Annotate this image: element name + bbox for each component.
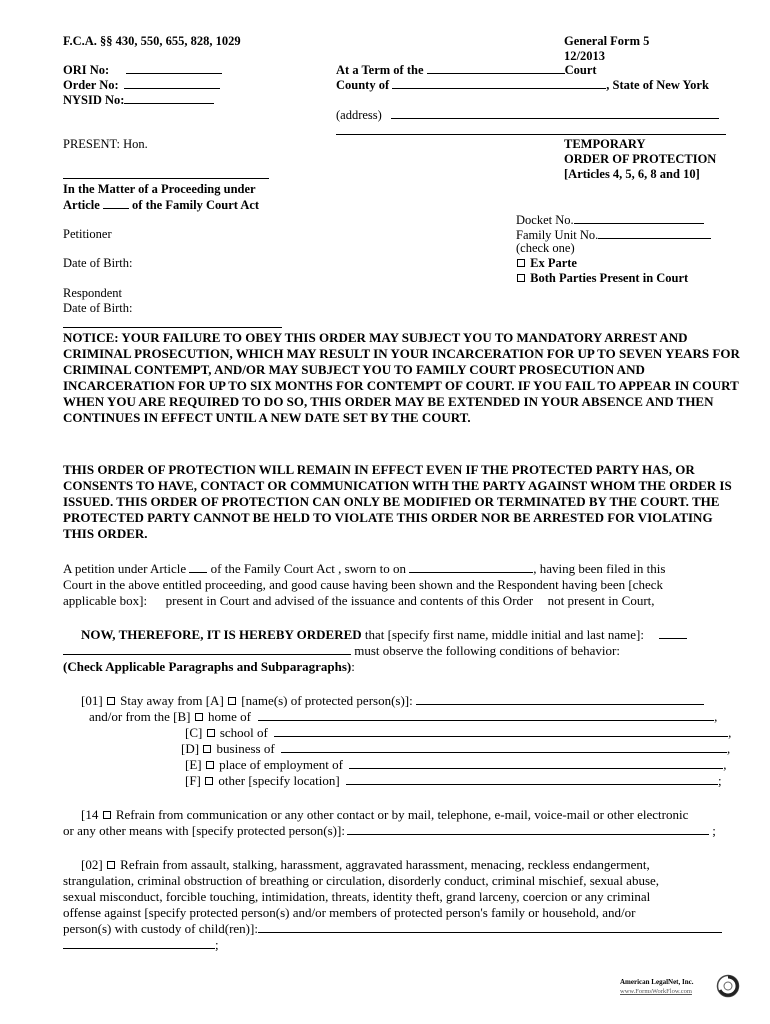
para-14-line-a: [14 Refrain from communication or any other contact or by mail, telephone, e-mail, voice-mail or other electronic xyxy=(81,807,689,822)
logo-icon xyxy=(716,974,740,998)
respondent-label: Respondent xyxy=(63,286,123,300)
petition-line-2: Court in the above entitled proceeding, and good cause having been shown and the Respondent having been [check xyxy=(63,577,663,592)
para-01-line-d: [D] business of , xyxy=(181,741,731,756)
petitioner-dob-label: Date of Birth: xyxy=(63,256,133,270)
other-location-checkbox[interactable] xyxy=(205,777,213,785)
check-paragraphs-heading: (Check Applicable Paragraphs and Subparagraphs): xyxy=(63,659,355,674)
para-01-checkbox[interactable] xyxy=(107,697,115,705)
ex-parte-option[interactable]: Ex Parte xyxy=(516,256,577,271)
both-parties-option[interactable]: Both Parties Present in Court xyxy=(516,271,688,286)
order-field[interactable] xyxy=(124,77,220,89)
title-temporary: TEMPORARY xyxy=(564,137,646,151)
publisher-name: American LegalNet, Inc. xyxy=(620,978,694,986)
para-02-line-1: [02] Refrain from assault, stalking, harassment, aggravated harassment, menacing, reckless endangerment, xyxy=(81,857,650,872)
respondent-name-field-start[interactable] xyxy=(659,627,687,639)
para-01a-checkbox[interactable] xyxy=(228,697,236,705)
check-one-label: (check one) xyxy=(516,241,575,255)
publisher-url: www.FormsWorkFlow.com xyxy=(620,988,692,995)
petitioner-label: Petitioner xyxy=(63,227,112,241)
para-14-line-b: or any other means with [specify protected person(s)]: ; xyxy=(63,823,716,838)
form-date: 12/2013 xyxy=(564,49,605,63)
respondent-dob-label: Date of Birth: xyxy=(63,301,133,315)
employment-checkbox[interactable] xyxy=(206,761,214,769)
petition-article-field[interactable] xyxy=(189,561,207,573)
home-field[interactable] xyxy=(258,709,714,721)
present-label: PRESENT: Hon. xyxy=(63,137,148,151)
matter-line-2: Article of the Family Court Act xyxy=(63,198,260,212)
statute-reference: F.C.A. §§ 430, 550, 655, 828, 1029 xyxy=(63,34,241,48)
petition-line-1: A petition under Article of the Family Court Act , sworn to on , having been filed in this xyxy=(63,561,666,576)
para-01-line-f: [F] other [specify location] ; xyxy=(185,773,722,788)
duration-notice-paragraph: THIS ORDER OF PROTECTION WILL REMAIN IN EFFECT EVEN IF THE PROTECTED PARTY HAS, OR CONSENTS TO HAVE, CONTACT OR COMMUNICATION WITH THE PARTY AGAINST WHOM THE ORDER IS ISSUED. THIS ORDER OF PROTECTION CAN ONLY BE MODIFIED OR TERMINATED BY THE COURT. THE PROTECTED PARTY CANNOT BE HELD TO VIOLATE THIS ORDER NOR BE ARRESTED FOR VIOLATING THIS ORDER. xyxy=(63,462,732,541)
business-field[interactable] xyxy=(281,741,727,753)
para-01-line-e: [E] place of employment of , xyxy=(185,757,727,772)
ori-field[interactable] xyxy=(126,62,222,74)
nysid-field[interactable] xyxy=(124,92,214,104)
caption-bottom-line xyxy=(63,327,282,328)
family-unit-field[interactable] xyxy=(598,227,711,239)
protected-persons-field[interactable] xyxy=(416,693,704,705)
petition-line-3: applicable box]: present in Court and advised of the issuance and contents of this Order not present in Court, xyxy=(63,593,655,608)
county-line: County of , State of New York xyxy=(336,78,709,92)
school-checkbox[interactable] xyxy=(207,729,215,737)
matter-line-1: In the Matter of a Proceeding under xyxy=(63,182,256,196)
para-02-line-5: person(s) with custody of child(ren)]: xyxy=(63,921,722,937)
address-line-2[interactable] xyxy=(336,134,726,135)
title-order: ORDER OF PROTECTION xyxy=(564,152,717,166)
family-unit-label: Family Unit No. xyxy=(516,227,711,243)
docket-field[interactable] xyxy=(574,212,704,224)
para-02-line-2: strangulation, criminal obstruction of breathing or circulation, disorderly conduct, criminal mischief, sexual abuse, xyxy=(63,873,660,888)
ordered-line-1: NOW, THEREFORE, IT IS HEREBY ORDERED that [specify first name, middle initial and last name]: xyxy=(81,627,687,643)
respondent-name-field[interactable] xyxy=(63,643,351,655)
para-14-checkbox[interactable] xyxy=(103,811,111,819)
offense-persons-field-2[interactable] xyxy=(63,937,215,949)
para-02-checkbox[interactable] xyxy=(107,861,115,869)
title-articles: [Articles 4, 5, 6, 8 and 10] xyxy=(564,167,700,181)
para-02-line-6: ; xyxy=(63,937,219,953)
offense-persons-field[interactable] xyxy=(258,921,722,933)
employment-field[interactable] xyxy=(349,757,723,769)
para-01-line-a: [01] Stay away from [A] [name(s) of protected person(s)]: xyxy=(81,693,704,709)
ori-label: ORI No: xyxy=(63,62,222,78)
term-line: At a Term of the Court xyxy=(336,63,597,77)
address-line: (address) xyxy=(336,107,719,123)
para-01-line-b: and/or from the [B] home of , xyxy=(89,709,718,724)
para-02-line-4: offense against [specify protected person(s) and/or members of protected person's family or household, and/or xyxy=(63,905,636,920)
notice-paragraph: NOTICE: YOUR FAILURE TO OBEY THIS ORDER MAY SUBJECT YOU TO MANDATORY ARREST AND CRIMINAL PROSECUTION, WHICH MAY RESULT IN YOUR INCARCERATION FOR UP TO SEVEN YEARS FOR CRIMINAL CONTEMPT, AND/OR MAY SUBJECT YOU TO FAMILY COURT PROSECUTION AND INCARCERATION FOR UP TO SIX MONTHS FOR CONTEMPT OF COURT. IF YOU FAIL TO APPEAR IN COURT WHEN YOU ARE REQUIRED TO DO SO, THIS ORDER MAY BE EXTENDED IN YOUR ABSENCE AND THEN CONTINUES IN EFFECT UNTIL A NEW DATE SET BY THE COURT. xyxy=(63,330,740,425)
address-field[interactable] xyxy=(391,107,719,119)
ex-parte-checkbox[interactable] xyxy=(517,259,525,267)
caption-divider xyxy=(63,178,269,179)
para-02-line-3: sexual misconduct, forcible touching, intimidation, threats, identity theft, grand larceny, coercion or any criminal xyxy=(63,889,651,904)
business-checkbox[interactable] xyxy=(203,745,211,753)
other-location-field[interactable] xyxy=(346,773,718,785)
sworn-date-field[interactable] xyxy=(409,561,533,573)
form-name: General Form 5 xyxy=(564,34,650,48)
nysid-label: NYSID No: xyxy=(63,92,214,108)
home-checkbox[interactable] xyxy=(195,713,203,721)
communication-persons-field[interactable] xyxy=(347,823,709,835)
both-parties-checkbox[interactable] xyxy=(517,274,525,282)
ordered-line-2: must observe the following conditions of behavior: xyxy=(63,643,620,659)
publisher-logo xyxy=(620,972,740,1002)
order-label: Order No: xyxy=(63,77,220,93)
school-field[interactable] xyxy=(274,725,728,737)
article-field[interactable] xyxy=(103,197,129,209)
county-field[interactable] xyxy=(392,77,606,89)
term-court-field[interactable] xyxy=(427,62,565,74)
docket-label: Docket No. xyxy=(516,212,704,228)
para-01-line-c: [C] school of , xyxy=(185,725,732,740)
